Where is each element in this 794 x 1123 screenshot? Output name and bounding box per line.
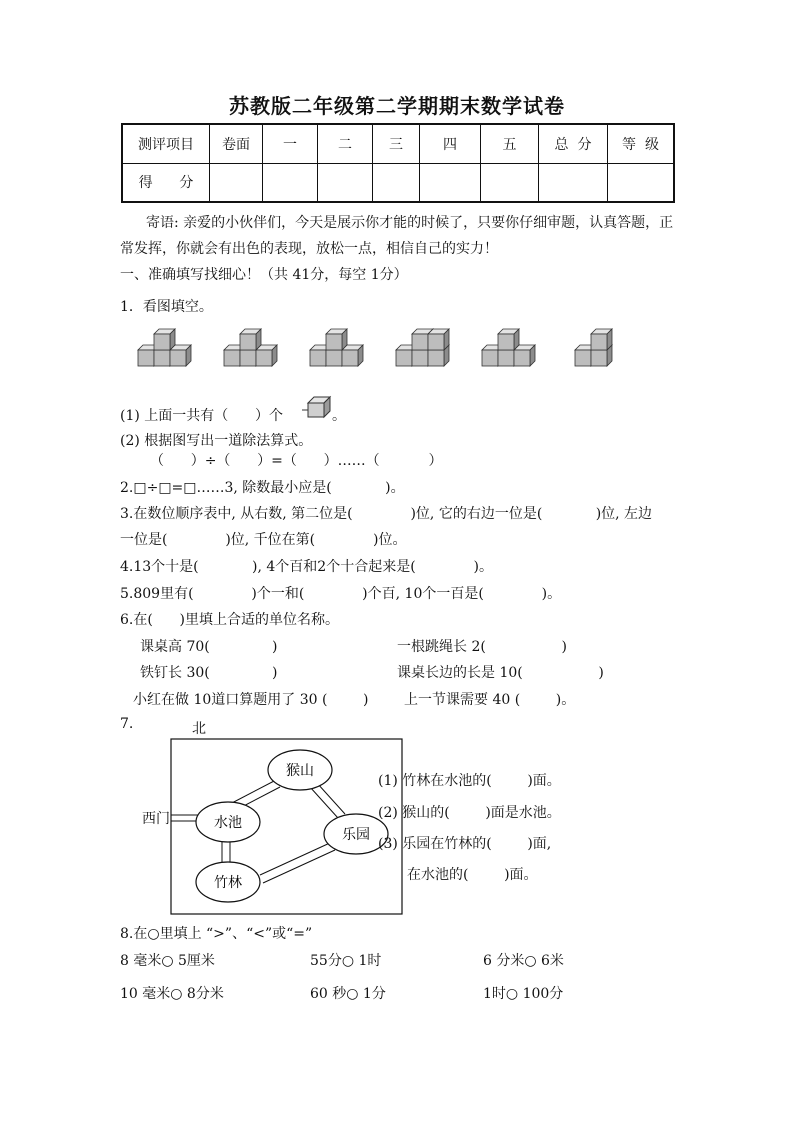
score-input-cell[interactable] [481,163,539,202]
q3-line-1: 3.在数位顺序表中, 从右数, 第二位是( )位, 它的右边一位是( )位, 左边 [120,506,653,522]
cube-figures [130,320,630,372]
score-header-cell: 四 [420,124,481,163]
score-input-cell[interactable] [539,163,608,202]
score-header-cell: 二 [318,124,373,163]
score-input-cell[interactable] [373,163,420,202]
q8-item: 10 毫米○ 8分米 [120,986,224,1002]
q6-item-c: 铁钉长 30( ) [140,665,278,681]
q6-item-b: 一根跳绳长 2( ) [397,639,567,655]
q8-item: 6 分米○ 6米 [483,953,564,969]
q1-sub2: (2) 根据图写出一道除法算式。 [120,433,313,449]
cube [428,329,449,350]
q6-label: 6.在( )里填上合适的单位名称。 [120,612,339,628]
q1-division-formula: （ ）÷（ ）=（ ）……（ ） [150,453,443,469]
greeting-line-2: 常发挥，你就会有出色的表现，放松一点，相信自己的实力！ [120,241,498,257]
score-input-cell[interactable] [420,163,481,202]
zoo-map [170,738,404,916]
section-1-heading: 一、准确填写找细心！（共 41分，每空 1分） [120,267,408,283]
q7-sub1: (1) 竹林在水池的( )面。 [378,773,561,789]
page-title: 苏教版二年级第二学期期末数学试卷 [229,94,565,118]
place-label: 猴山 [286,763,314,779]
q8-item: 60 秒○ 1分 [310,986,386,1002]
q6-item-e: 小红在做 10道口算题用了 30 ( ) [133,692,369,708]
score-table-score-row [122,163,674,202]
score-input-cell[interactable] [210,163,263,202]
score-header-cell: 一 [263,124,318,163]
cube [256,345,277,366]
cube [326,329,347,350]
q1-sub1-end: 。 [332,408,346,424]
place-label: 乐园 [342,827,370,843]
cube [514,345,535,366]
q7-label: 7. [120,716,134,732]
score-header-cell: 总 分 [539,124,608,163]
q5: 5.809里有( )个一和( )个百, 10个一百是( )。 [120,586,562,602]
q8-item: 1时○ 100分 [483,986,564,1002]
q3-line-2: 一位是( )位, 千位在第( )位。 [120,532,407,548]
q8-item: 8 毫米○ 5厘米 [120,953,215,969]
score-header-cell: 卷面 [210,124,263,163]
score-header-cell: 三 [373,124,420,163]
q1-sub1-text: (1) 上面一共有（ ）个 [120,408,283,424]
q4: 4.13个十是( ), 4个百和2个十合起来是( )。 [120,559,493,575]
score-row-label: 得 分 [122,163,210,202]
west-gate-label: 西门 [142,811,170,827]
q8-item: 55分○ 1时 [310,953,382,969]
place-label: 竹林 [214,875,242,891]
place-label: 水池 [214,815,242,831]
score-table-header-row [122,124,674,163]
score-input-cell[interactable] [318,163,373,202]
score-input-cell[interactable] [608,163,675,202]
cube [154,329,175,350]
q1-label: 1．看图填空。 [120,299,213,315]
q7-sub3: (3) 乐园在竹林的( )面, [378,836,552,852]
cube [170,345,191,366]
greeting-line-1: 寄语: 亲爱的小伙伴们，今天是展示你才能的时候了，只要你仔细审题，认真答题，正 [146,215,674,231]
q7-sub4: 在水池的( )面。 [407,867,538,883]
cube [240,329,261,350]
score-table [121,123,675,203]
q2: 2.□÷□=□……3, 除数最小应是( )。 [120,480,405,496]
q8-label: 8.在○里填上 “>”、“<”或“=” [120,926,313,942]
north-label: 北 [192,721,206,737]
score-input-cell[interactable] [263,163,318,202]
score-header-cell: 测评项目 [122,124,210,163]
cube [498,329,519,350]
q1-sub1 [120,405,283,425]
q6-item-a: 课桌高 70( ) [140,639,278,655]
score-header-cell: 等 级 [608,124,675,163]
cube [342,345,363,366]
q6-item-d: 课桌长边的长是 10( ) [397,665,604,681]
score-header-cell: 五 [481,124,539,163]
q7-sub2: (2) 猴山的( )面是水池。 [378,805,561,821]
cube [591,329,612,350]
cube-icon [302,395,332,421]
q6-item-f: 上一节课需要 40 ( )。 [404,692,576,708]
